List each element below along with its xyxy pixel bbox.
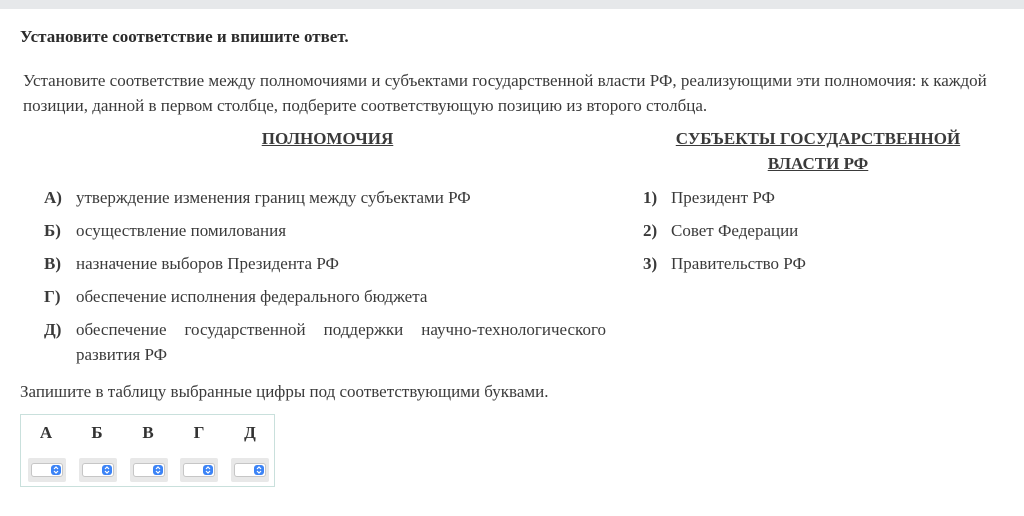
left-column-title: ПОЛНОМОЧИЯ [261, 129, 394, 148]
select-arrows-icon [254, 465, 264, 475]
select-arrows-icon [51, 465, 61, 475]
item-letter: В) [44, 254, 61, 273]
item-text: обеспечение государственной поддержки научно-технологического развития РФ [76, 320, 606, 364]
column-header-v: В [142, 423, 154, 442]
item-text: Совет Федерации [671, 221, 799, 240]
item-number: 3) [643, 254, 658, 273]
item-text: Президент РФ [671, 188, 775, 207]
item-letter: Б) [44, 221, 61, 240]
item-number: 2) [643, 221, 658, 240]
column-header-g: Г [193, 423, 205, 442]
right-column-title: СУБЪЕКТЫ ГОСУДАРСТВЕННОЙ ВЛАСТИ РФ [675, 129, 961, 173]
item-text: Правительство РФ [671, 254, 806, 273]
item-letter: Д) [44, 320, 62, 339]
answer-select-v[interactable] [130, 458, 168, 482]
task-heading: Установите соответствие и впишите ответ. [20, 27, 349, 46]
answer-select-b[interactable] [79, 458, 117, 482]
answer-table [20, 414, 275, 487]
answer-select-d[interactable] [231, 458, 269, 482]
item-text: осуществление помилования [76, 221, 287, 240]
top-bar [0, 0, 1024, 9]
column-header-d: Д [244, 423, 256, 442]
select-arrows-icon [102, 465, 112, 475]
item-number: 1) [643, 188, 658, 207]
column-header-b: Б [91, 423, 103, 442]
select-arrows-icon [203, 465, 213, 475]
select-arrows-icon [153, 465, 163, 475]
answer-select-a[interactable] [28, 458, 66, 482]
column-header-a: А [39, 423, 53, 442]
answer-select-g[interactable] [180, 458, 218, 482]
item-text: утверждение изменения границ между субъектами РФ [76, 188, 471, 207]
item-text: назначение выборов Президента РФ [76, 254, 339, 273]
item-letter: Г) [44, 287, 61, 306]
item-letter: А) [44, 188, 62, 207]
answer-instruction: Запишите в таблицу выбранные цифры под соответствующими буквами. [20, 382, 549, 401]
item-text: обеспечение исполнения федерального бюджета [76, 287, 428, 306]
question-text: Установите соответствие между полномочиями и субъектами государственной власти РФ, реализующими эти полномочия: к каждой позиции, данной в первом столбце, подберите соответствующую позицию из второго столбца. [23, 71, 987, 115]
